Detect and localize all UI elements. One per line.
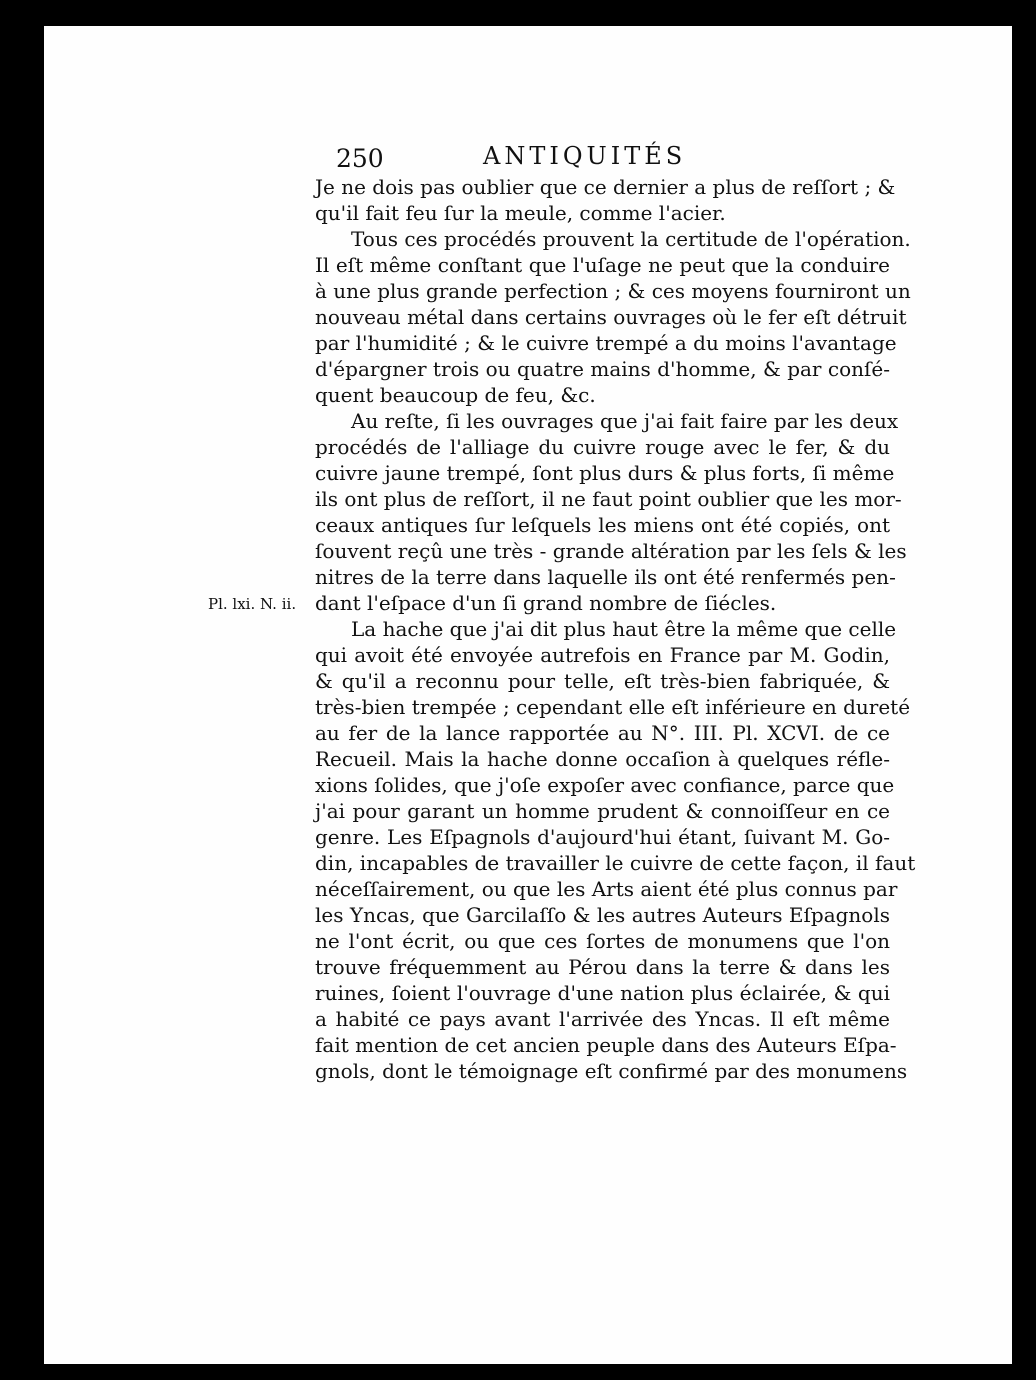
text-line: fait mention de cet ancien peuple dans des Auteurs Eſpa- xyxy=(315,1033,897,1057)
text-line: ceaux antiques ſur leſquels les miens ont été copiés, ont xyxy=(315,513,890,537)
text-line: Tous ces procédés prouvent la certitude de l'opération. xyxy=(351,227,911,251)
text-line: La hache que j'ai dit plus haut être la même que celle xyxy=(351,617,897,641)
text-line: nouveau métal dans certains ouvrages où le fer eſt détruit xyxy=(315,305,907,329)
text-line: très-bien trempée ; cependant elle eſt inférieure en dureté xyxy=(315,695,911,719)
text-line: ruines, ſoient l'ouvrage d'une nation plus éclairée, & qui xyxy=(315,981,890,1005)
text-line: qui avoit été envoyée autrefois en France par M. Godin, xyxy=(315,643,890,667)
text-line: xions ſolides, que j'oſe expoſer avec confiance, parce que xyxy=(315,773,895,797)
text-line: a habité ce pays avant l'arrivée des Yncas. Il eſt même xyxy=(315,1007,890,1031)
text-line: à une plus grande perfection ; & ces moyens fourniront un xyxy=(315,279,911,303)
text-line: au fer de la lance rapportée au N°. III. Pl. XCVI. de ce xyxy=(315,721,890,745)
text-line: Je ne dois pas oublier que ce dernier a plus de reſſort ; & xyxy=(315,175,896,199)
text-line: les Yncas, que Garcilaſſo & les autres Auteurs Eſpagnols xyxy=(315,903,890,927)
text-line: din, incapables de travailler le cuivre de cette façon, il faut xyxy=(315,851,916,875)
text-line: j'ai pour garant un homme prudent & connoiſſeur en ce xyxy=(315,799,890,823)
text-line: cuivre jaune trempé, ſont plus durs & plus forts, ſi même xyxy=(315,461,895,485)
running-head: ANTIQUITÉS xyxy=(483,142,687,170)
text-line: par l'humidité ; & le cuivre trempé a du moins l'avantage xyxy=(315,331,897,355)
text-line: trouve fréquemment au Pérou dans la terre & dans les xyxy=(315,955,890,979)
text-line: néceſſairement, ou que les Arts aient été plus connus par xyxy=(315,877,898,901)
text-line: Il eſt même conſtant que l'uſage ne peut que la conduire xyxy=(315,253,890,277)
margin-note-plate-reference: Pl. lxi. N. ii. xyxy=(208,595,297,613)
text-line: gnols, dont le témoignage eſt confirmé par des monumens xyxy=(315,1059,908,1083)
text-line: ils ont plus de reſſort, il ne faut point oublier que les mor- xyxy=(315,487,902,511)
text-line: d'épargner trois ou quatre mains d'homme, & par conſé- xyxy=(315,357,890,381)
text-line: nitres de la terre dans laquelle ils ont été renfermés pen- xyxy=(315,565,896,589)
text-line: ne l'ont écrit, ou que ces ſortes de monumens que l'on xyxy=(315,929,890,953)
text-line: Recueil. Mais la hache donne occaſion à quelques réfle- xyxy=(315,747,890,771)
text-line: quent beaucoup de feu, &c. xyxy=(315,383,596,407)
text-line: Au reſte, ſi les ouvrages que j'ai fait faire par les deux xyxy=(351,409,899,433)
text-line: procédés de l'alliage du cuivre rouge avec le fer, & du xyxy=(315,435,890,459)
text-line: genre. Les Eſpagnols d'aujourd'hui étant, ſuivant M. Go- xyxy=(315,825,890,849)
text-line: ſouvent reçû une très - grande altération par les ſels & les xyxy=(315,539,907,563)
text-line: & qu'il a reconnu pour telle, eſt très-bien fabriquée, & xyxy=(315,669,890,693)
text-line: dant l'eſpace d'un ſi grand nombre de ſiécles. xyxy=(315,591,777,615)
page-number: 250 xyxy=(336,144,384,173)
text-line: qu'il fait feu ſur la meule, comme l'acier. xyxy=(315,201,726,225)
